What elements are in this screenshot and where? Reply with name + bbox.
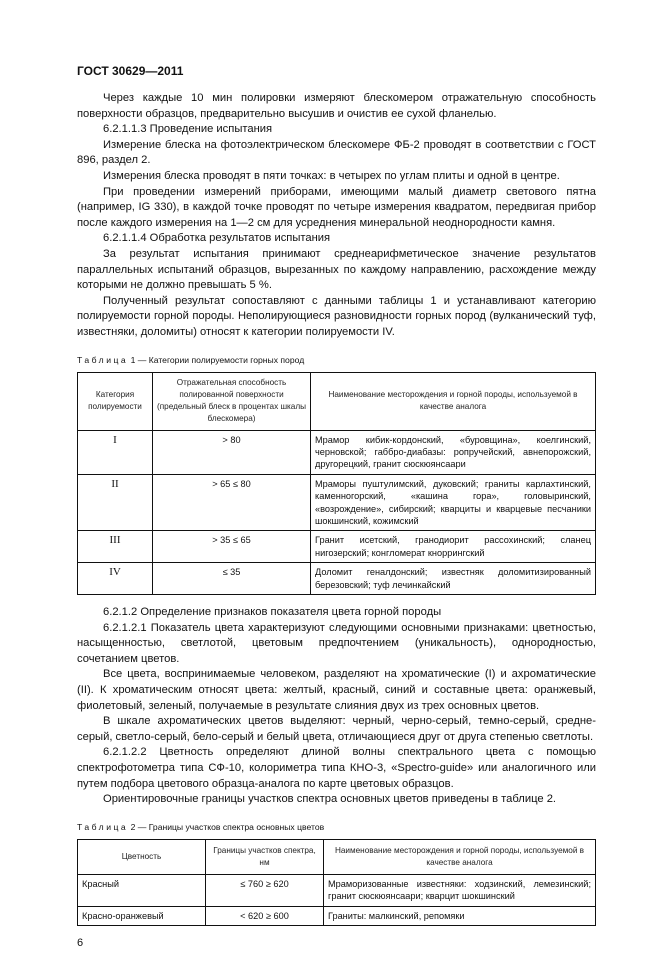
table-cell: I [78,430,153,474]
table-cell: Доломит геналдонский; известняк доломитизированный березовский; туф лечинкайский [311,563,596,595]
body-text-top [77,91,596,341]
table-cell: II [78,474,153,531]
table-spectrum [77,839,596,926]
column-header: Отражательная способность полированной поверхности (предельный блеск в процентах шкалы блескомера) [153,372,311,430]
table-row [78,874,596,906]
paragraph: Измерение блеска на фотоэлектрическом блескомере ФБ-2 проводят в соответствии с ГОСТ 896, раздел 2. [77,138,596,167]
table-polishability [77,372,596,595]
table-cell: < 620 ≥ 600 [206,906,324,925]
table-cell: ≤ 35 [153,563,311,595]
table1-caption [77,355,596,366]
table-row [78,430,596,474]
paragraph: В шкале ахроматических цветов выделяют: черный, черно-серый, темно-серый, средне-серый, светло-серый, бело-серый и белый цвета, отличающиеся друг от друга степенью светлоты. [77,715,596,743]
table-cell: > 80 [153,430,311,474]
paragraph: За результат испытания принимают среднеарифметическое значение результатов параллельных испытаний образцов, вырезанных по каждому направлению, расхождение между которыми не должно превышать 5 %. [77,247,596,292]
table-cell: Красно-оранжевый [78,906,206,925]
table-cell: III [78,531,153,563]
paragraph: Через каждые 10 мин полировки измеряют блескомером отражательную способность поверхности образцов, предварительно высушив и очистив ее сухой фланелью. [77,92,596,120]
table-cell: Мраморы пуштулимский, дуковский; граниты карлахтинский, каменногорский, «кашина гора», головыринский, «возрождение», сибирский; кварциты и кварцевые песчаники шокшинский, кожимский [311,474,596,531]
table-row [78,906,596,925]
table-cell: ≤ 760 ≥ 620 [206,874,324,906]
body-text-mid [77,605,596,808]
table-row [78,531,596,563]
table-cell: > 65 ≤ 80 [153,474,311,531]
table-header-row [78,839,596,874]
paragraph: Ориентировочные границы участков спектра основных цветов приведены в таблице 2. [103,793,557,806]
paragraph: 6.2.1.2.2 Цветность определяют длиной волны спектрального цвета с помощью спектрофотометра типа СФ-10, колориметра типа КНО-3, «Spectro-guide» или аналогичного или путем подбора цветового образца-аналога по карте цветовых образцов. [77,746,596,790]
page-number: 6 [77,936,84,949]
column-header: Категория полируемости [78,372,153,430]
table-header-row [78,372,596,430]
caption-text: 1 — Категории полируемости горных пород [128,354,305,365]
column-header: Наименование месторождения и горной породы, используемой в качестве аналога [311,372,596,430]
table-cell: Мраморизованные известняки: ходзинский, лемезинский; гранит сюскюянсаари; кварцит шокшинский [324,874,596,906]
paragraph: 6.2.1.2.1 Показатель цвета характеризуют следующими основными признаками: цветностью, насыщенностью, светлотой, цветовым предпочтением (уникальность), однородностью, сочетанием цветов. [77,621,596,665]
table-cell: Красный [78,874,206,906]
table2-caption [77,822,596,833]
column-header: Цветность [78,839,206,874]
paragraph: Все цвета, воспринимаемые человеком, разделяют на хроматические (I) и ахроматические (II). К хроматическим относят цвета: желтый, красный, синий и составные цвета: оранжевый, фиолетовый, зеленый, получаемые в результате слияния двух из трех основных цветов. [77,668,596,712]
section-heading: 6.2.1.1.3 Проведение испытания [103,123,273,136]
table-cell: IV [78,563,153,595]
caption-word: Таблица [77,821,129,832]
table-cell: Граниты: малкинский, репомяки [324,906,596,925]
table-row [78,563,596,595]
section-heading: 6.2.1.2 Определение признаков показателя цвета горной породы [103,605,442,618]
paragraph: Полученный результат сопоставляют с данными таблицы 1 и устанавливают категорию полируемости горной породы. Неполирующиеся разновидности горных пород (вулканический туф, известняки, доломиты) относят к категории полируемости IV. [77,294,596,338]
paragraph: При проведении измерений приборами, имеющими малый диаметр светового пятна (например, IG 330), в каждой точке проводят по четыре измерения квадратом, передвигая прибор после каждого измерения на 1—2 см для усреднения минеральной неоднородности камня. [77,185,596,229]
column-header: Наименование месторождения и горной породы, используемой в качестве аналога [324,839,596,874]
paragraph: Измерения блеска проводят в пяти точках: в четырех по углам плиты и одной в центре. [103,169,560,182]
table-cell: Мрамор кибик-кордонский, «буровщина», коелгинский, черновской; габбро-диабазы: ропручейский, авнепорожский, другорецкий, гранит сюскюянсаари [311,430,596,474]
table-cell: > 35 ≤ 65 [153,531,311,563]
table-row [78,474,596,531]
document-header: ГОСТ 30629—2011 [77,64,184,78]
caption-word: Таблица [77,354,129,365]
section-heading: 6.2.1.1.4 Обработка результатов испытания [103,232,331,245]
column-header: Границы участков спектра, нм [206,839,324,874]
caption-text: 2 — Границы участков спектра основных цветов [128,821,325,832]
table-cell: Гранит исетский, гранодиорит рассохинский; сланец нигозерский; конгломерат кноррингский [311,531,596,563]
